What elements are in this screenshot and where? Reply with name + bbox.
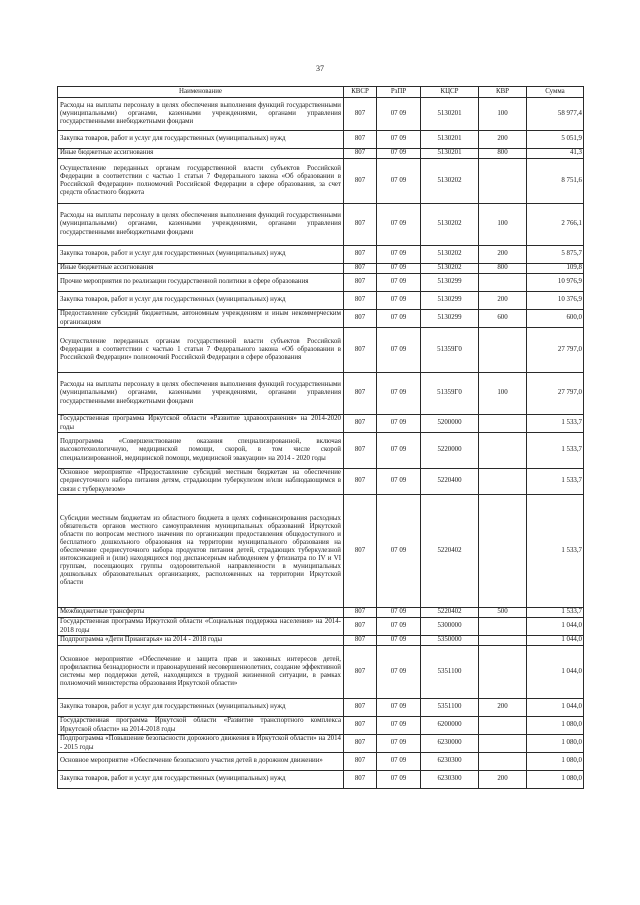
cell-kcsr: 5350000: [421, 636, 479, 646]
cell-kcsr: 51359Г0: [421, 373, 479, 415]
cell-sum: 27 797,0: [527, 373, 584, 415]
cell-rzpr: 07 09: [377, 608, 421, 618]
cell-kcsr: 5220400: [421, 469, 479, 495]
cell-name: Субсидии местным бюджетам из областного бюджета в целях софинансирования расходных обязательств органов местного самоуправления муниципальных образований Иркутской области по вопросам местного значения по организации предоставления общедоступного и бесплатного дошкольного образования на территории муниципального образования на обеспечение среднесуточного набора продуктов питания детей, страдающих туберкулезной интоксикацией и (или) находящихся под диспансерным наблюдением у фтизиатра по IV и VI группам, посещающих группы оздоровительной направленности в муниципальных дошкольных образовательных организациях, расположенных на территории Иркутской области: [58, 495, 344, 608]
table-row: [58, 264, 584, 274]
cell-rzpr: 07 09: [377, 292, 421, 310]
cell-kvsr: 807: [344, 636, 377, 646]
cell-name: Расходы на выплаты персоналу в целях обеспечения выполнения функций государственными (муниципальными) органами, казенными учреждениями, органами управления государственными внебюджетными фондами: [58, 204, 344, 246]
cell-kvsr: 807: [344, 131, 377, 149]
cell-kvsr: 807: [344, 264, 377, 274]
cell-rzpr: 07 09: [377, 646, 421, 699]
cell-sum: 8 751,6: [527, 159, 584, 204]
cell-rzpr: 07 09: [377, 495, 421, 608]
cell-sum: 1 044,0: [527, 618, 584, 636]
cell-name: Закупка товаров, работ и услуг для государственных (муниципальных) нужд: [58, 246, 344, 264]
cell-sum: 1 533,7: [527, 415, 584, 433]
cell-rzpr: 07 09: [377, 328, 421, 373]
cell-kvr: 200: [479, 699, 527, 717]
cell-rzpr: 07 09: [377, 753, 421, 771]
table-row: [58, 246, 584, 264]
table-row: [58, 131, 584, 149]
header-rzpr: РзПР: [377, 87, 421, 98]
cell-name: Государственная программа Иркутской области «Социальная поддержка населения» на 2014-2018 годы: [58, 618, 344, 636]
cell-kcsr: 5220000: [421, 433, 479, 469]
cell-kvr: 200: [479, 131, 527, 149]
cell-name: Закупка товаров, работ и услуг для государственных (муниципальных) нужд: [58, 771, 344, 789]
cell-rzpr: 07 09: [377, 149, 421, 159]
table-row: [58, 373, 584, 415]
cell-rzpr: 07 09: [377, 98, 421, 131]
cell-rzpr: 07 09: [377, 204, 421, 246]
cell-name: Расходы на выплаты персоналу в целях обеспечения выполнения функций государственными (муниципальными) органами, казенными учреждениями, органами управления государственными внебюджетными фондами: [58, 373, 344, 415]
cell-name: Подпрограмма «Повышение безопасности дорожного движения в Иркутской области» на 2014 - 2015 годы: [58, 735, 344, 753]
cell-sum: 2 766,1: [527, 204, 584, 246]
cell-name: Межбюджетные трансферты: [58, 608, 344, 618]
cell-name: Основное мероприятие «Обеспечение безопасного участия детей в дорожном движении»: [58, 753, 344, 771]
cell-rzpr: 07 09: [377, 131, 421, 149]
table-row: [58, 771, 584, 789]
cell-sum: 10 976,9: [527, 274, 584, 292]
cell-kcsr: 5351100: [421, 699, 479, 717]
cell-kcsr: 5130299: [421, 274, 479, 292]
cell-kvsr: 807: [344, 310, 377, 328]
table-row: [58, 735, 584, 753]
cell-kvr: [479, 735, 527, 753]
cell-kvsr: 807: [344, 771, 377, 789]
cell-name: Подпрограмма «Дети Приангарья» на 2014 - 2018 годы: [58, 636, 344, 646]
cell-sum: 58 977,4: [527, 98, 584, 131]
cell-sum: 1 533,7: [527, 469, 584, 495]
cell-kvsr: 807: [344, 699, 377, 717]
cell-kcsr: 5130202: [421, 264, 479, 274]
cell-name: Государственная программа Иркутской области «Развитие транспортного комплекса Иркутской области» на 2014-2018 годы: [58, 717, 344, 735]
cell-rzpr: 07 09: [377, 373, 421, 415]
cell-name: Основное мероприятие «Обеспечение и защита прав и законных интересов детей, профилактика безнадзорности и правонарушений несовершеннолетних, создание эффективной системы мер поддержки детей, находящихся в трудной жизненной ситуации, в рамках полномочий министерства образования Иркутской области»: [58, 646, 344, 699]
cell-rzpr: 07 09: [377, 310, 421, 328]
header-sum: Сумма: [527, 87, 584, 98]
cell-rzpr: 07 09: [377, 415, 421, 433]
cell-kvsr: 807: [344, 246, 377, 264]
cell-name: Закупка товаров, работ и услуг для государственных (муниципальных) нужд: [58, 292, 344, 310]
cell-sum: 27 797,0: [527, 328, 584, 373]
cell-sum: 1 080,0: [527, 735, 584, 753]
cell-kcsr: 51359Г0: [421, 328, 479, 373]
cell-kvsr: 807: [344, 415, 377, 433]
cell-kvr: [479, 753, 527, 771]
table-row: [58, 753, 584, 771]
cell-kvsr: 807: [344, 433, 377, 469]
cell-kvr: 200: [479, 292, 527, 310]
cell-kvsr: 807: [344, 149, 377, 159]
cell-sum: 1 080,0: [527, 771, 584, 789]
table-row: [58, 98, 584, 131]
cell-sum: 1 533,7: [527, 495, 584, 608]
cell-kvr: 800: [479, 149, 527, 159]
cell-kcsr: 5200000: [421, 415, 479, 433]
cell-sum: 1 044,0: [527, 636, 584, 646]
cell-kvr: 100: [479, 204, 527, 246]
cell-kcsr: 5130201: [421, 98, 479, 131]
cell-kvsr: 807: [344, 274, 377, 292]
cell-name: Иные бюджетные ассигнования: [58, 149, 344, 159]
cell-sum: 1 533,7: [527, 608, 584, 618]
table-row: [58, 149, 584, 159]
cell-sum: 5 051,9: [527, 131, 584, 149]
cell-kvr: [479, 717, 527, 735]
cell-name: Государственная программа Иркутской области «Развитие здравоохранения» на 2014-2020 годы: [58, 415, 344, 433]
cell-rzpr: 07 09: [377, 735, 421, 753]
cell-kcsr: 5351100: [421, 646, 479, 699]
cell-name: Предоставление субсидий бюджетным, автономным учреждениям и иным некоммерческим организациям: [58, 310, 344, 328]
table-row: [58, 204, 584, 246]
cell-sum: 1 080,0: [527, 717, 584, 735]
cell-sum: 5 875,7: [527, 246, 584, 264]
cell-sum: 10 376,9: [527, 292, 584, 310]
cell-kcsr: 5220402: [421, 495, 479, 608]
cell-kvr: [479, 636, 527, 646]
cell-kvsr: 807: [344, 373, 377, 415]
cell-kvr: [479, 159, 527, 204]
table-row: [58, 618, 584, 636]
cell-sum: 109,8: [527, 264, 584, 274]
cell-rzpr: 07 09: [377, 469, 421, 495]
cell-name: Расходы на выплаты персоналу в целях обеспечения выполнения функций государственными (муниципальными) органами, казенными учреждениями, органами управления государственными внебюджетными фондами: [58, 98, 344, 131]
cell-kvsr: 807: [344, 735, 377, 753]
cell-kcsr: 6230000: [421, 735, 479, 753]
cell-kvr: 200: [479, 246, 527, 264]
cell-kcsr: 5130299: [421, 310, 479, 328]
table-row: [58, 292, 584, 310]
table-row: [58, 433, 584, 469]
table-row: [58, 469, 584, 495]
cell-kvr: 100: [479, 98, 527, 131]
cell-kcsr: 5130201: [421, 149, 479, 159]
cell-kvr: [479, 495, 527, 608]
cell-kvr: 600: [479, 310, 527, 328]
cell-kcsr: 6230300: [421, 771, 479, 789]
cell-sum: 600,0: [527, 310, 584, 328]
table-header-row: [58, 87, 584, 98]
cell-kvsr: 807: [344, 495, 377, 608]
cell-name: Осуществление переданных органам государственной власти субъектов Российской Федерации в соответствии с частью 1 статьи 7 Федерального закона «Об образовании в Российской Федерации» полномочий Российской Федерации в сфере образования, за счет средств областного бюджета: [58, 159, 344, 204]
cell-kvsr: 807: [344, 328, 377, 373]
cell-kcsr: 5130201: [421, 131, 479, 149]
cell-rzpr: 07 09: [377, 159, 421, 204]
cell-kvsr: 807: [344, 618, 377, 636]
cell-kvr: [479, 274, 527, 292]
cell-name: Закупка товаров, работ и услуг для государственных (муниципальных) нужд: [58, 699, 344, 717]
cell-kvsr: 807: [344, 292, 377, 310]
page-number: 37: [316, 64, 324, 73]
header-name: Наименование: [58, 87, 344, 98]
cell-rzpr: 07 09: [377, 246, 421, 264]
cell-kvsr: 807: [344, 204, 377, 246]
cell-kvsr: 807: [344, 98, 377, 131]
cell-kcsr: 5130299: [421, 292, 479, 310]
cell-sum: 1 044,0: [527, 646, 584, 699]
cell-rzpr: 07 09: [377, 771, 421, 789]
cell-name: Осуществление переданных органам государственной власти субъектов Российской Федерации в соответствии с частью 1 статьи 7 Федерального закона «Об образовании в Российской Федерации» полномочий Российской Федерации в сфере образования: [58, 328, 344, 373]
table-row: [58, 495, 584, 608]
table-row: [58, 699, 584, 717]
cell-kvr: [479, 415, 527, 433]
table-row: [58, 608, 584, 618]
cell-kcsr: 6200000: [421, 717, 479, 735]
cell-name: Подпрограмма «Совершенствование оказания специализированной, включая высокотехнологичную, медицинской помощи, скорой, в том числе скорой специализированной, медицинской помощи, медицинской эвакуации» на 2014 - 2020 годы: [58, 433, 344, 469]
cell-rzpr: 07 09: [377, 274, 421, 292]
cell-kvr: 200: [479, 771, 527, 789]
cell-kvr: [479, 433, 527, 469]
cell-kcsr: 6230300: [421, 753, 479, 771]
cell-kcsr: 5130202: [421, 246, 479, 264]
cell-rzpr: 07 09: [377, 717, 421, 735]
cell-kvsr: 807: [344, 159, 377, 204]
cell-kvsr: 807: [344, 608, 377, 618]
cell-sum: 1 080,0: [527, 753, 584, 771]
cell-kvsr: 807: [344, 753, 377, 771]
cell-rzpr: 07 09: [377, 618, 421, 636]
cell-kvsr: 807: [344, 646, 377, 699]
cell-kvr: 800: [479, 264, 527, 274]
cell-kvsr: 807: [344, 469, 377, 495]
table-row: [58, 646, 584, 699]
cell-kvr: 100: [479, 373, 527, 415]
cell-rzpr: 07 09: [377, 264, 421, 274]
header-kcsr: КЦСР: [421, 87, 479, 98]
cell-kcsr: 5220402: [421, 608, 479, 618]
cell-kcsr: 5130202: [421, 159, 479, 204]
header-kvr: КВР: [479, 87, 527, 98]
cell-kcsr: 5300000: [421, 618, 479, 636]
cell-kvr: 500: [479, 608, 527, 618]
cell-rzpr: 07 09: [377, 433, 421, 469]
budget-table: [57, 86, 584, 789]
cell-sum: 1 044,0: [527, 699, 584, 717]
table-row: [58, 415, 584, 433]
cell-kvr: [479, 646, 527, 699]
cell-kvr: [479, 469, 527, 495]
cell-name: Основное мероприятие «Предоставление субсидий местным бюджетам на обеспечение среднесуточного набора питания детям, страдающим туберкулезом и/или наблюдающимся в связи с туберкулезом»: [58, 469, 344, 495]
cell-name: Закупка товаров, работ и услуг для государственных (муниципальных) нужд: [58, 131, 344, 149]
cell-sum: 41,3: [527, 149, 584, 159]
cell-kcsr: 5130202: [421, 204, 479, 246]
table-row: [58, 159, 584, 204]
cell-kvr: [479, 618, 527, 636]
cell-rzpr: 07 09: [377, 699, 421, 717]
table-row: [58, 328, 584, 373]
table-row: [58, 636, 584, 646]
cell-name: Прочие мероприятия по реализации государственной политики в сфере образования: [58, 274, 344, 292]
table-row: [58, 717, 584, 735]
table-row: [58, 274, 584, 292]
cell-rzpr: 07 09: [377, 636, 421, 646]
cell-kvr: [479, 328, 527, 373]
cell-kvsr: 807: [344, 717, 377, 735]
header-kvsr: КВСР: [344, 87, 377, 98]
cell-name: Иные бюджетные ассигнования: [58, 264, 344, 274]
table-row: [58, 310, 584, 328]
cell-sum: 1 533,7: [527, 433, 584, 469]
